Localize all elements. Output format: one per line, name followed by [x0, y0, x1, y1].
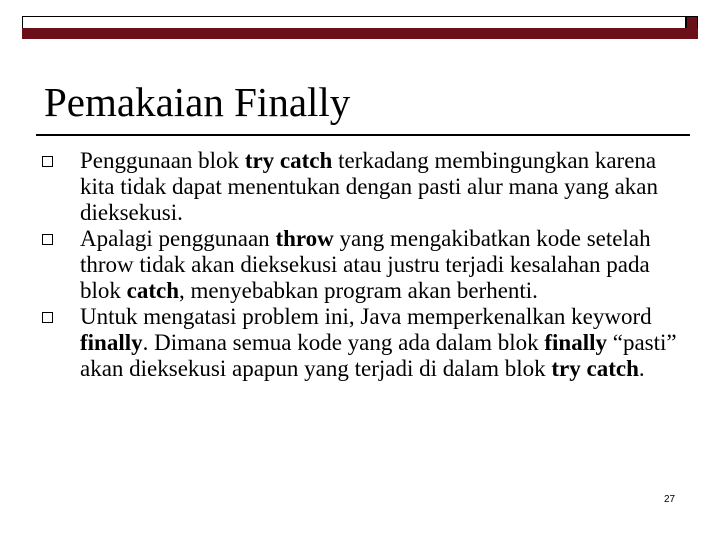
- bullet-text: [80, 226, 651, 303]
- hollow-square-bullet-icon: [42, 156, 53, 167]
- bullet-item: [38, 304, 678, 382]
- text-segment: yang mengakibatkan kode setelah throw tidak akan dieksekusi atau justru terjadi kesalahan pada blok: [80, 226, 651, 303]
- bullet-text: [80, 304, 677, 381]
- text-segment: .: [638, 356, 645, 381]
- hollow-square-bullet-icon: [42, 312, 53, 323]
- slide-title: Pemakaian Finally: [44, 79, 351, 125]
- title-divider: [36, 134, 690, 136]
- bold-keyword: catch: [126, 278, 180, 303]
- bullet-item: [38, 148, 678, 226]
- text-segment: “pasti” akan dieksekusi apapun yang terjadi di dalam blok: [80, 330, 677, 381]
- text-segment: terkadang membingungkan karena kita tidak dapat menentukan dengan pasti alur mana yang akan dieksekusi.: [80, 148, 658, 225]
- text-segment: Apalagi penggunaan: [80, 226, 276, 251]
- bold-keyword: finally: [80, 330, 143, 355]
- bullet-text: [80, 148, 658, 225]
- text-segment: . Dimana semua kode yang ada dalam blok: [142, 330, 545, 355]
- bullet-item: [38, 226, 678, 304]
- top-decorative-fill: [22, 28, 686, 39]
- page-number: 27: [664, 494, 676, 505]
- bullet-list: [38, 148, 678, 382]
- top-decorative-square-fill: [686, 28, 698, 39]
- bold-keyword: try catch: [244, 148, 333, 173]
- bold-keyword: try catch: [551, 356, 639, 381]
- bold-keyword: finally: [544, 330, 607, 355]
- text-segment: Untuk mengatasi problem ini, Java memperkenalkan keyword: [80, 304, 652, 329]
- hollow-square-bullet-icon: [42, 234, 53, 245]
- bold-keyword: throw: [275, 226, 334, 251]
- text-segment: Penggunaan blok: [80, 148, 245, 173]
- text-segment: , menyebabkan program akan berhenti.: [179, 278, 538, 303]
